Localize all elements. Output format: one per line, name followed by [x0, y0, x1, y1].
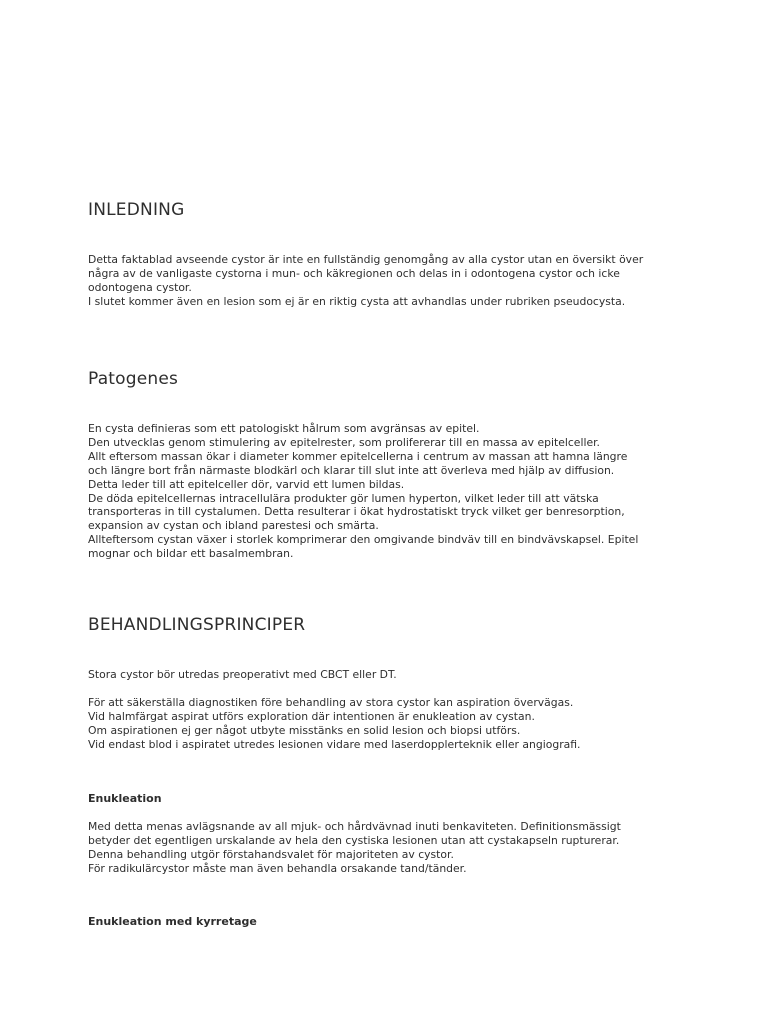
text-line: I slutet kommer även en lesion som ej är en riktig cysta att avhandlas under rubriken pseudocysta.: [88, 294, 626, 308]
text-line: Vid halmfärgat aspirat utförs exploration där intentionen är enukleation av cystan.: [88, 709, 535, 723]
text-line: De döda epitelcellernas intracellulära produkter gör lumen hyperton, vilket leder till att vätska: [88, 491, 599, 505]
text-line: transporteras in till cystalumen. Detta resulterar i ökat hydrostatiskt tryck vilket ger benresorption,: [88, 505, 625, 519]
text-line: några av de vanligaste cystorna i mun- och käkregionen och delas in i odontogena cystor och icke: [88, 266, 620, 280]
text-line: Vid endast blod i aspiratet utredes lesionen vidare med laserdopplerteknik eller angiografi.: [88, 737, 581, 751]
paragraph-behandling-intro: [88, 668, 688, 682]
text-line: betyder det egentligen urskalande av hela den cystiska lesionen utan att cystakapseln rupturerar.: [88, 833, 620, 847]
paragraph-inledning: [88, 253, 688, 309]
text-line: Detta leder till att epitelceller dör, varvid ett lumen bildas.: [88, 477, 405, 491]
text-line: Om aspirationen ej ger något utbyte misstänks en solid lesion och biopsi utförs.: [88, 723, 521, 737]
text-line: För radikulärcystor måste man även behandla orsakande tand/tänder.: [88, 861, 467, 875]
text-line: För att säkerställa diagnostiken före behandling av stora cystor kan aspiration övervägas.: [88, 696, 574, 709]
text-line: Denna behandling utgör förstahandsvalet för majoriteten av cystor.: [88, 847, 454, 861]
subheading-enukleation: Enukleation: [88, 792, 162, 805]
text-line: Allt eftersom massan ökar i diameter kommer epitelcellerna i centrum av massan att hamna längre: [88, 449, 628, 463]
section-heading-inledning: INLEDNING: [88, 200, 185, 220]
text-line: Med detta menas avlägsnande av all mjuk- och hårdvävnad inuti benkaviteten. Definitionsmässigt: [88, 820, 621, 833]
text-line: mognar och bildar ett basalmembran.: [88, 547, 294, 561]
section-heading-patogenes: Patogenes: [88, 369, 179, 389]
text-line: Detta faktablad avseende cystor är inte en fullständig genomgång av alla cystor utan en översikt över: [88, 253, 644, 266]
section-heading-behandlingsprinciper: BEHANDLINGSPRINCIPER: [88, 615, 306, 635]
paragraph-enukleation: [88, 820, 688, 876]
text-line: och längre bort från närmaste blodkärl och klarar till slut inte att överleva med hjälp av diffusion.: [88, 463, 615, 477]
text-line: expansion av cystan och ibland parestesi och smärta.: [88, 519, 379, 533]
subheading-enukleation-med-kyrretage: Enukleation med kyrretage: [88, 915, 257, 928]
text-line: Stora cystor bör utredas preoperativt med CBCT eller DT.: [88, 668, 397, 681]
paragraph-behandling-aspiration: [88, 696, 688, 752]
text-line: En cysta definieras som ett patologiskt hålrum som avgränsas av epitel.: [88, 422, 480, 435]
text-line: Den utvecklas genom stimulering av epitelrester, som prolifererar till en massa av epitelceller.: [88, 435, 600, 449]
text-line: Allteftersom cystan växer i storlek komprimerar den omgivande bindväv till en bindvävskapsel. Epitel: [88, 533, 639, 547]
paragraph-patogenes: [88, 422, 688, 561]
text-line: odontogena cystor.: [88, 280, 192, 294]
